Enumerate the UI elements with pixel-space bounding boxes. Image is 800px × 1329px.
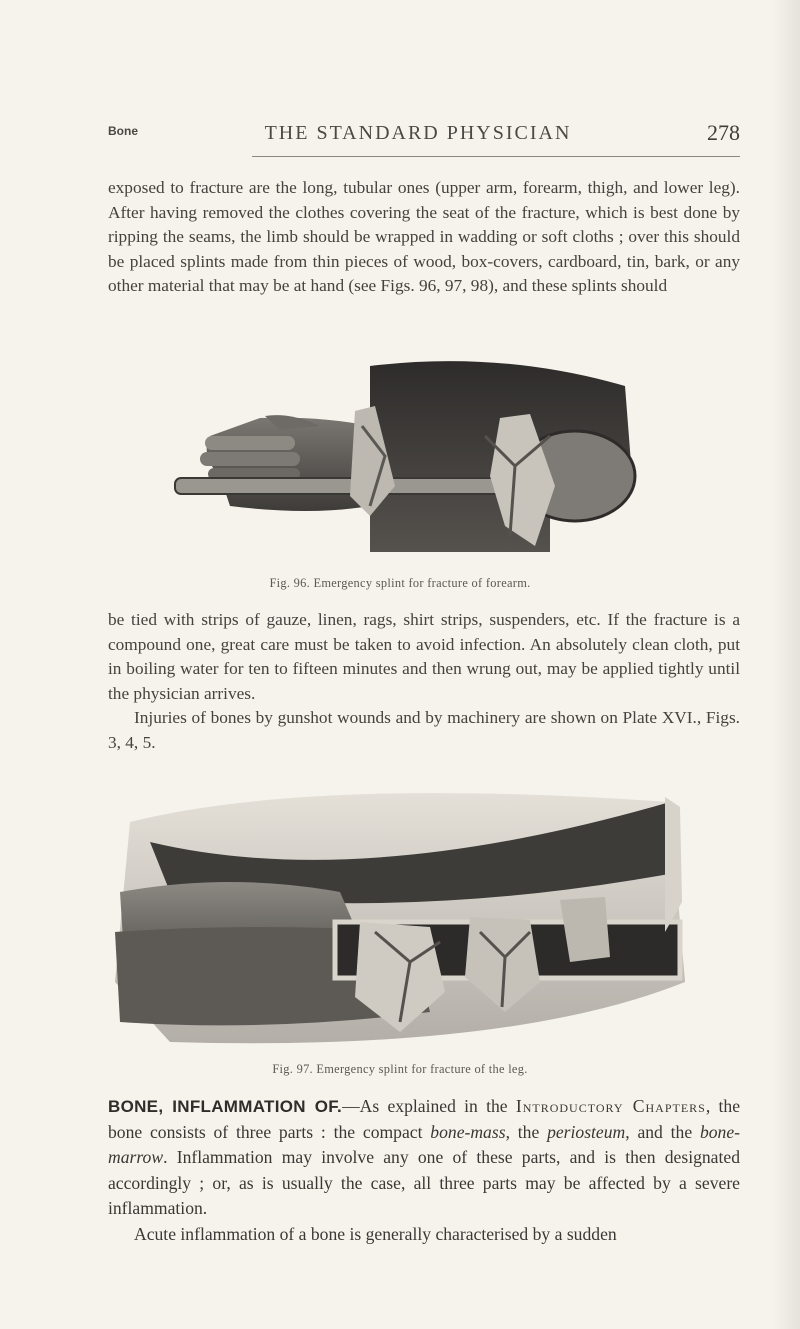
italic-term-periosteum: periosteum (547, 1121, 626, 1142)
paragraph-tying (108, 608, 740, 756)
paragraph-tying-text: be tied with strips of gauze, linen, rags, shirt strips, suspenders, etc. If the fracture is a compound one, great care must be taken to avoid infection. An absolutely clean cloth, put in boiling water for ten to fifteen minutes and then wrung out, may be applied tightly until the physician arrives. (108, 610, 740, 703)
head-rule (252, 156, 740, 157)
paragraph-injuries: Injuries of bones by gunshot wounds and by machinery are shown on Plate XVI., Figs. 3, 4, 5. (108, 708, 740, 752)
text-run: , and the (625, 1121, 700, 1142)
figure-97-photo (110, 782, 695, 1052)
paragraph-splints: exposed to fracture are the long, tubular ones (upper arm, forearm, thigh, and lower leg). After having removed the clothes covering the seat of the fracture, which is best done by ripping the seams, the limb should be wrapped in wadding or soft cloths ; over this should be placed splints made from thin pieces of wood, box-covers, cardboard, tin, bark, or any other material that may be at hand (see Figs. 96, 97, 98), and these splints should (108, 178, 740, 296)
figure-97-caption: Fig. 97. Emergency splint for fracture of the leg. (272, 1062, 528, 1076)
text-run: . Inflammation may involve any one of these parts, and is then designated accordingly ; or, as is usually the case, all three parts may be affected by a severe inflammation. (108, 1147, 740, 1218)
paragraph-inflammation (108, 1094, 740, 1247)
running-head (108, 118, 740, 158)
text-run: —As explained in the (342, 1096, 516, 1116)
text-run: , the (505, 1121, 548, 1142)
figure-96-photo (170, 356, 640, 556)
page-number: 278 (707, 120, 740, 145)
running-head-title: THE STANDARD PHYSICIAN (264, 122, 572, 144)
entry-heading: BONE, INFLAMMATION OF. (108, 1097, 343, 1116)
small-caps-run: Introductory Chapters (515, 1096, 706, 1116)
italic-term-bone-marrow: bone-marrow (108, 1121, 740, 1167)
italic-term-bone-mass: bone-mass (430, 1121, 506, 1142)
text-run: , the bone consists of three parts : the compact (108, 1096, 741, 1142)
paragraph-acute: Acute inflammation of a bone is generally characterised by a sudden (134, 1223, 617, 1244)
figure-96-caption: Fig. 96. Emergency splint for fracture of forearm. (269, 576, 531, 590)
side-label: Bone (108, 124, 138, 138)
page-edge-shadow (772, 0, 800, 1329)
